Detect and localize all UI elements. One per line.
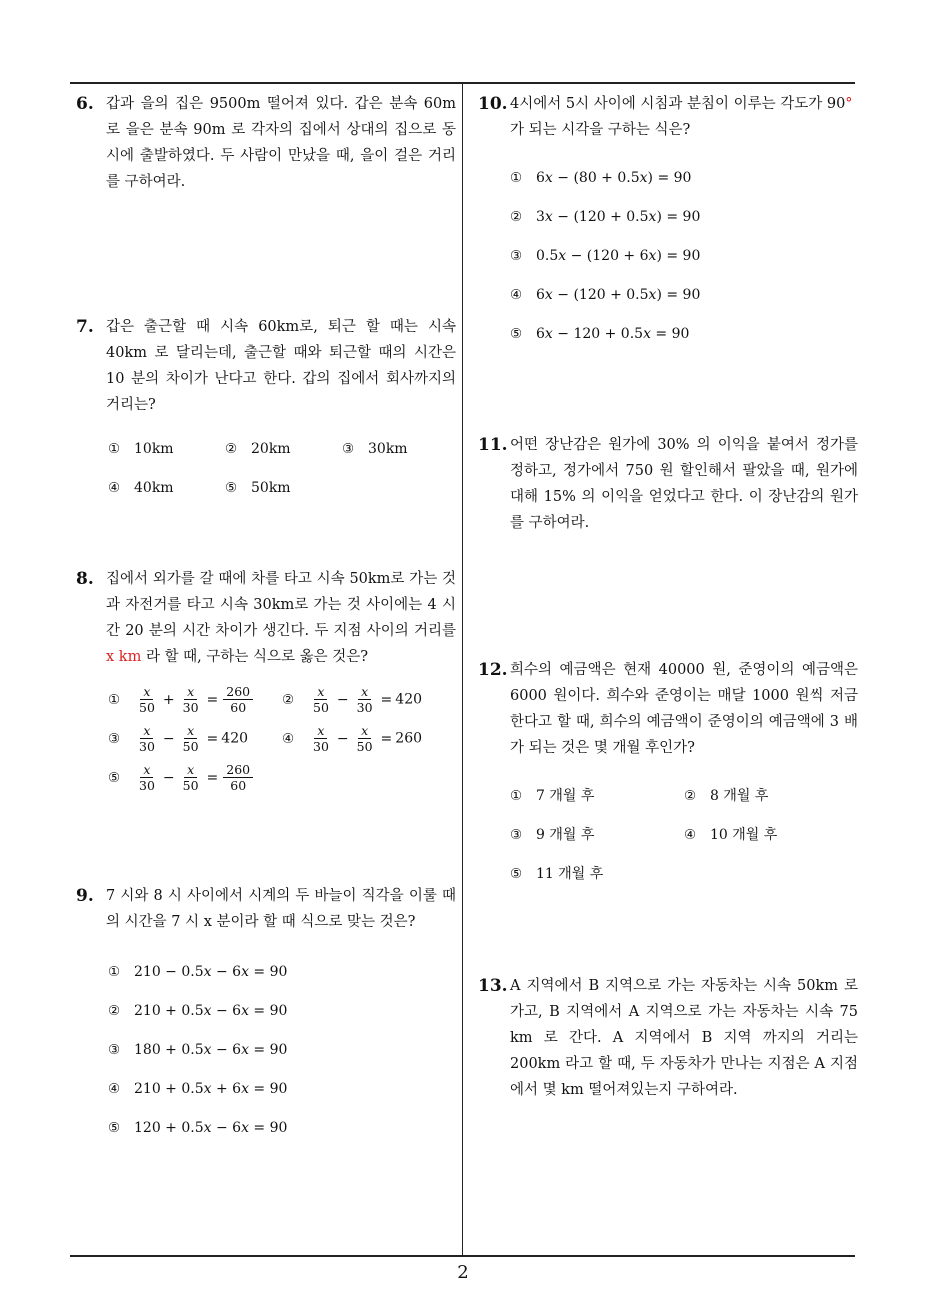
option-marker: ⑤ <box>108 769 121 786</box>
equals-sign: = <box>206 730 219 747</box>
numerator: x <box>184 684 197 700</box>
question-7 <box>76 314 456 506</box>
option-3[interactable]: ③ 30km <box>342 441 408 457</box>
question-text: 희수의 예금액은 현재 40000 원, 준영이의 예금액은 6000 원이다. 희수와 준영이는 매달 1000 원씩 저금한다고 할 때, 희수의 예금액이 준영이의 예금액에 3 배가 되는 것은 몇 개월 후인가? <box>510 662 858 756</box>
fraction <box>310 684 332 715</box>
fraction <box>354 684 376 715</box>
question-6 <box>76 91 456 195</box>
answer-options <box>108 684 456 802</box>
question-number: 6. <box>76 94 94 114</box>
rhs-value: 420 <box>395 691 423 708</box>
denominator: 30 <box>313 739 329 754</box>
question-number: 8. <box>76 569 94 589</box>
denominator: 30 <box>139 739 155 754</box>
numerator: x <box>140 723 153 739</box>
numerator: x <box>358 723 371 739</box>
question-text: 4시에서 5시 사이에 시침과 분침이 이루는 각도가 90° 가 되는 시각을 구하는 식은? <box>510 96 853 138</box>
option-4[interactable]: ④ 40km <box>108 480 174 496</box>
answer-options <box>510 783 858 882</box>
option-4[interactable]: ④ 210 + 0.5x + 6x = 90 <box>108 1081 288 1097</box>
option-2[interactable]: ② 20km <box>225 441 291 457</box>
numerator: 260 <box>223 762 253 778</box>
numerator: x <box>314 684 327 700</box>
denominator: 50 <box>182 778 199 793</box>
question-number: 12. <box>478 660 508 680</box>
question-text: 어떤 장난감은 원가에 30% 의 이익을 붙여서 정가를 정하고, 정가에서 750 원 할인해서 팔았을 때, 원가에 대해 15% 의 이익을 얻었다고 한다. 이 장난감의 원가를 구하여라. <box>510 437 858 531</box>
option-marker: ③ <box>108 730 121 747</box>
fraction <box>136 762 158 793</box>
numerator: x <box>184 723 197 739</box>
option-5[interactable] <box>108 762 255 793</box>
option-5[interactable]: ⑤ 6x − 120 + 0.5x = 90 <box>510 326 690 342</box>
fraction <box>180 723 202 754</box>
numerator: x <box>140 762 153 778</box>
option-4[interactable]: ④ 6x − (120 + 0.5x) = 90 <box>510 287 701 303</box>
rhs-value: 260 <box>395 730 423 747</box>
degree-symbol: ° <box>845 96 853 112</box>
fraction <box>136 723 158 754</box>
numerator: x <box>140 684 153 700</box>
equals-sign: = <box>206 769 219 786</box>
operator: − <box>336 730 349 747</box>
fraction <box>310 723 332 754</box>
denominator: 50 <box>313 700 329 715</box>
denominator: 30 <box>182 700 199 715</box>
numerator: x <box>184 762 197 778</box>
question-number: 13. <box>478 976 508 996</box>
question-number: 10. <box>478 94 508 114</box>
denominator: 60 <box>230 778 247 793</box>
option-1[interactable]: ① 10km <box>108 441 174 457</box>
option-2[interactable]: ② 210 + 0.5x − 6x = 90 <box>108 1003 288 1019</box>
numerator: x <box>358 684 371 700</box>
page-number: 2 <box>457 1262 469 1283</box>
question-number: 7. <box>76 317 94 337</box>
operator: − <box>162 769 175 786</box>
answer-options <box>108 959 456 1136</box>
option-1[interactable] <box>108 684 255 715</box>
denominator: 60 <box>230 700 247 715</box>
option-5[interactable]: ⑤ 120 + 0.5x − 6x = 90 <box>108 1120 288 1136</box>
option-marker: ① <box>108 691 121 708</box>
question-text: 집에서 외가를 갈 때에 차를 타고 시속 50km로 가는 것과 자전거를 타고 시속 30km로 가는 것 사이에는 4 시간 20 분의 시간 차이가 생긴다. 두 지점 사이의 거리를 x km 라 할 때, 구하는 식으로 옳은 것은? <box>106 571 456 665</box>
fraction <box>223 684 253 715</box>
column-divider <box>462 82 463 1256</box>
option-3[interactable]: ③ 0.5x − (120 + 6x) = 90 <box>510 248 701 264</box>
question-10 <box>478 91 858 342</box>
question-text: A 지역에서 B 지역으로 가는 자동차는 시속 50km 로 가고, B 지역에서 A 지역으로 가는 자동차는 시속 75 km 로 간다. A 지역에서 B 지역 까지의 거리는 200km 라고 할 때, 두 자동차가 만나는 지점은 A 지점에서 몇 km 떨어져있는지 구하여라. <box>510 978 858 1098</box>
operator: + <box>162 691 175 708</box>
option-3[interactable]: ③ 180 + 0.5x − 6x = 90 <box>108 1042 288 1058</box>
option-3[interactable] <box>108 723 248 754</box>
option-3[interactable]: ③ 9 개월 후 <box>510 827 595 843</box>
option-5[interactable]: ⑤ 50km <box>225 480 291 496</box>
answer-options <box>510 165 858 342</box>
question-13 <box>478 973 858 1103</box>
option-2[interactable]: ② 8 개월 후 <box>684 788 769 804</box>
option-marker: ② <box>282 691 295 708</box>
denominator: 50 <box>182 739 199 754</box>
question-9 <box>76 883 456 1136</box>
question-12 <box>478 657 858 882</box>
equals-sign: = <box>380 691 393 708</box>
equals-sign: = <box>206 691 219 708</box>
rhs-value: 420 <box>221 730 249 747</box>
option-1[interactable]: ① 210 − 0.5x − 6x = 90 <box>108 964 288 980</box>
option-2[interactable]: ② 3x − (120 + 0.5x) = 90 <box>510 209 701 225</box>
numerator: x <box>314 723 327 739</box>
equals-sign: = <box>380 730 393 747</box>
operator: − <box>336 691 349 708</box>
fraction <box>354 723 376 754</box>
operator: − <box>162 730 175 747</box>
option-2[interactable] <box>282 684 422 715</box>
option-5[interactable]: ⑤ 11 개월 후 <box>510 866 604 882</box>
denominator: 30 <box>139 778 155 793</box>
option-4[interactable]: ④ 10 개월 후 <box>684 827 778 843</box>
option-1[interactable]: ① 6x − (80 + 0.5x) = 90 <box>510 170 692 186</box>
denominator: 50 <box>356 739 373 754</box>
question-number: 11. <box>478 435 508 455</box>
option-marker: ④ <box>282 730 295 747</box>
question-8 <box>76 566 456 802</box>
numerator: 260 <box>223 684 253 700</box>
question-text: 갑은 출근할 때 시속 60km로, 퇴근 할 때는 시속 40km 로 달리는데, 출근할 때와 퇴근할 때의 시간은 10 분의 차이가 난다고 한다. 갑의 집에서 회사까지의 거리는? <box>106 319 456 413</box>
fraction <box>180 684 202 715</box>
bottom-rule <box>70 1255 855 1257</box>
option-4[interactable] <box>282 723 422 754</box>
fraction <box>180 762 202 793</box>
fraction <box>223 762 253 793</box>
option-1[interactable]: ① 7 개월 후 <box>510 788 595 804</box>
variable-highlight: x km <box>106 649 142 665</box>
denominator: 30 <box>356 700 373 715</box>
question-text: 7 시와 8 시 사이에서 시계의 두 바늘이 직각을 이룰 때의 시간을 7 시 x 분이라 할 때 식으로 맞는 것은? <box>106 888 456 930</box>
denominator: 50 <box>139 700 155 715</box>
question-text: 갑과 을의 집은 9500m 떨어져 있다. 갑은 분속 60m 로 을은 분속 90m 로 각자의 집에서 상대의 집으로 동시에 출발하였다. 두 사람이 만났을 때, 을이 걸은 거리를 구하여라. <box>106 96 456 190</box>
fraction <box>136 684 158 715</box>
question-number: 9. <box>76 886 94 906</box>
question-11 <box>478 432 858 536</box>
answer-options <box>108 436 456 506</box>
